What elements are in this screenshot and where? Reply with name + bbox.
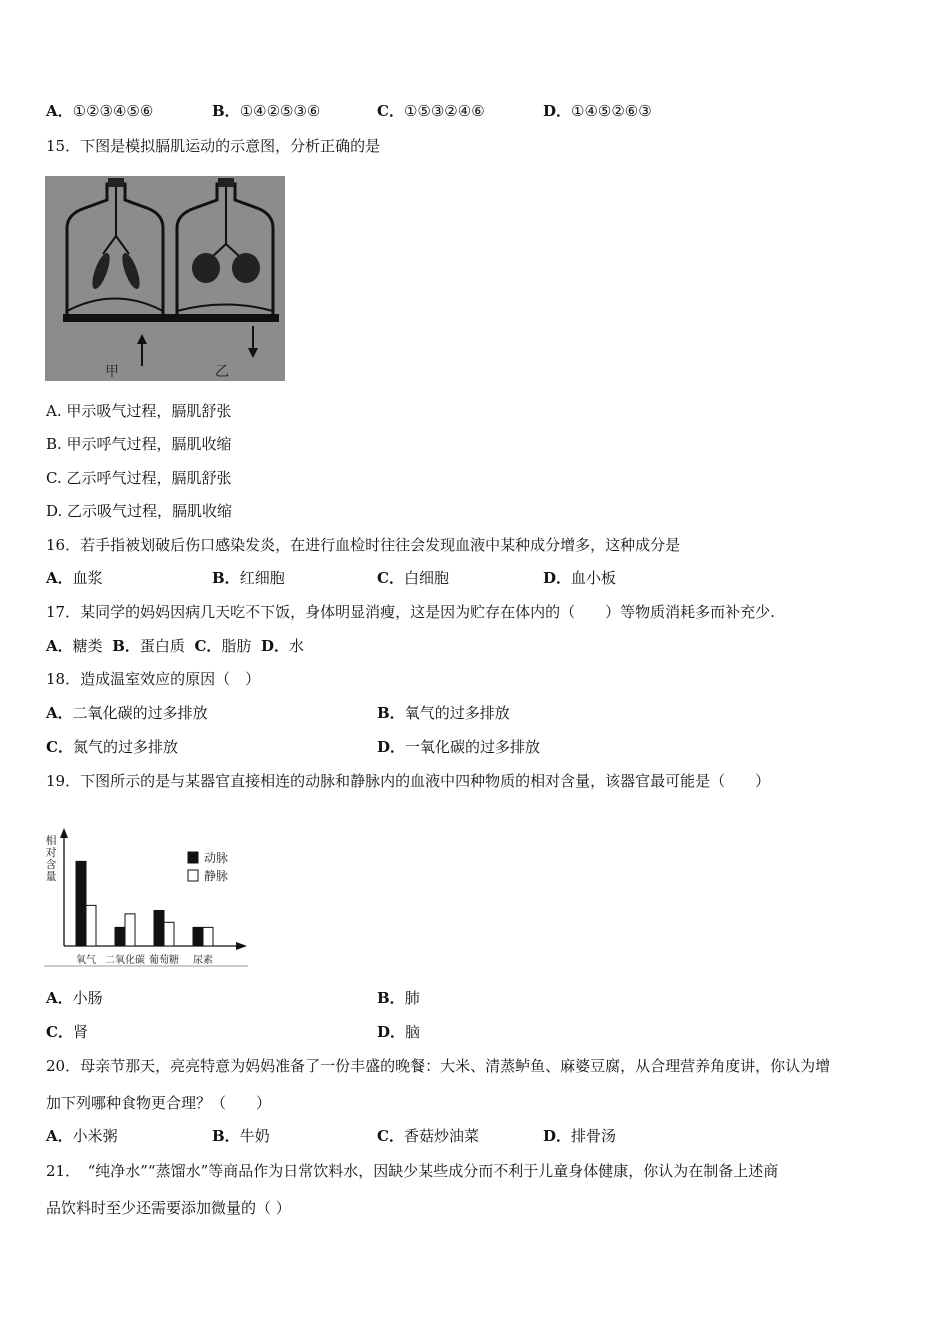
q20-stem-line2: 加下列哪种食物更合理？（ ） — [46, 1094, 272, 1112]
q21-stem-line1: 21． “纯净水”“蒸馏水”等商品作为日常饮料水，因缺少某些成分而不利于儿童身体健康，你认为在制备上述商 — [46, 1162, 779, 1180]
x-tick-label: 葡萄糖 — [149, 955, 179, 966]
legend-swatch-静脉 — [188, 870, 198, 881]
q15-option-d: D. 乙示吸气过程，膈肌收缩 — [46, 502, 233, 520]
bar-chart-svg — [44, 828, 249, 970]
bar-动脉-氧气 — [76, 861, 86, 946]
q15-option-a: A. 甲示吸气过程，膈肌舒张 — [46, 402, 232, 420]
bar-动脉-葡萄糖 — [154, 910, 164, 946]
q18-option-d: D．一氧化碳的过多排放 — [377, 738, 541, 756]
q20-option-d: D．排骨汤 — [543, 1127, 617, 1145]
y-axis-arrow — [60, 828, 68, 838]
q20-stem-line1: 20．母亲节那天，亮亮特意为妈妈准备了一份丰盛的晚餐：大米、清蒸鲈鱼、麻婆豆腐，从合理营养角度讲，你认为增 — [46, 1057, 831, 1075]
q19-option-a: A．小肠 — [46, 989, 103, 1007]
bar-动脉-二氧化碳 — [115, 927, 125, 946]
bar-静脉-尿素 — [203, 927, 213, 946]
q18-option-c: C．氮气的过多排放 — [46, 738, 178, 756]
y-axis-label-char: 量 — [45, 870, 57, 883]
bar-静脉-氧气 — [86, 905, 96, 946]
q20-option-c: C．香菇炒油菜 — [377, 1127, 479, 1145]
x-tick-label: 二氧化碳 — [105, 955, 145, 966]
q16-option-a: A．血浆 — [46, 569, 103, 587]
q14-option-c: C．①⑤③②④⑥ — [377, 102, 485, 120]
q19-option-c: C．肾 — [46, 1023, 88, 1041]
bar-静脉-二氧化碳 — [125, 914, 135, 946]
q15-option-c: C. 乙示呼气过程，膈肌舒张 — [46, 469, 232, 487]
q16-option-d: D．血小板 — [543, 569, 617, 587]
q17-stem: 17．某同学的妈妈因病几天吃不下饭，身体明显消瘦，这是因为贮存在体内的（ ）等物质消耗多而补充少. — [46, 603, 775, 621]
q19-stem: 19．下图所示的是与某器官直接相连的动脉和静脉内的血液中四种物质的相对含量，该器官最可能是（ ） — [46, 772, 771, 790]
legend-label: 动脉 — [204, 851, 229, 865]
q21-stem-line2: 品饮料时至少还需要添加微量的（ ） — [46, 1199, 291, 1217]
figure-label-jia: 甲 — [105, 364, 119, 380]
q19-option-d: D．脑 — [377, 1023, 421, 1041]
q20-option-b: B．牛奶 — [212, 1127, 270, 1145]
q19-option-b: B．肺 — [377, 989, 420, 1007]
q14-option-a: A．①②③④⑤⑥ — [46, 102, 154, 120]
q16-option-c: C．白细胞 — [377, 569, 449, 587]
q14-option-b: B．①④②⑤③⑥ — [212, 102, 321, 120]
q18-option-a: A．二氧化碳的过多排放 — [46, 704, 208, 722]
diaphragm-model-figure — [45, 176, 285, 381]
q17-options: A．糖类 B．蛋白质 C．脂肪 D．水 — [46, 637, 304, 655]
figure-label-yi: 乙 — [215, 364, 229, 380]
legend-label: 静脉 — [204, 869, 229, 883]
y-axis-label-char: 对 — [45, 846, 57, 859]
y-axis-label-char: 相 — [45, 834, 57, 847]
x-axis-arrow — [236, 942, 247, 950]
blood-substance-chart — [44, 828, 249, 970]
diaphragm-model-drawing — [45, 176, 285, 381]
q18-option-b: B．氧气的过多排放 — [377, 704, 510, 722]
bar-动脉-尿素 — [193, 927, 203, 946]
q15-option-b: B. 甲示呼气过程，膈肌收缩 — [46, 435, 232, 453]
q14-option-d: D．①④⑤②⑥③ — [543, 102, 652, 120]
x-tick-label: 尿素 — [193, 955, 213, 966]
q18-stem: 18．造成温室效应的原因（ ） — [46, 670, 261, 688]
q16-stem: 16．若手指被划破后伤口感染发炎，在进行血检时往往会发现血液中某种成分增多，这种成分是 — [46, 536, 681, 554]
bar-静脉-葡萄糖 — [164, 922, 174, 946]
legend-swatch-动脉 — [188, 852, 198, 863]
x-tick-label: 氧气 — [76, 955, 96, 966]
q16-option-b: B．红细胞 — [212, 569, 285, 587]
q20-option-a: A．小米粥 — [46, 1127, 118, 1145]
q15-stem: 15．下图是模拟膈肌运动的示意图，分析正确的是 — [46, 137, 381, 155]
y-axis-label-char: 含 — [45, 858, 57, 871]
